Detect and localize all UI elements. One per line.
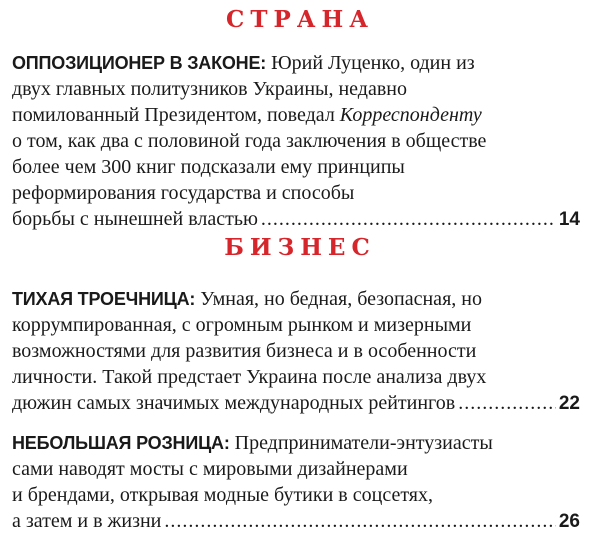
entry-text: реформирования государства и способы [12, 182, 355, 204]
page-number[interactable]: 26 [558, 511, 580, 532]
entry-text: а затем и в жизни [12, 510, 162, 532]
section-title-strana: СТРАНА [226, 6, 374, 33]
entry-text: дюжин самых значимых международных рейтингов [12, 392, 456, 414]
entry-text: помилованный Президентом, поведал [12, 104, 340, 126]
page-number[interactable]: 22 [558, 393, 580, 414]
entry-text: и брендами, открывая модные бутики в соцсетях, [12, 484, 434, 506]
entry-text: коррумпированная, с огромным рынком и мизерными [12, 314, 472, 336]
toc-entry-oppositioner[interactable] [12, 50, 580, 233]
entry-text: Предприниматели-энтузиасты [229, 432, 493, 454]
toc-entry-roznitsa[interactable] [12, 430, 580, 535]
entry-text: борьбы с нынешней властью [12, 208, 258, 230]
section-title-biznes: БИЗНЕС [224, 234, 376, 261]
entry-text: сами наводят мосты с мировыми дизайнерами [12, 458, 408, 480]
entry-headline: НЕБОЛЬШАЯ РОЗНИЦА: [12, 433, 230, 453]
entry-text: личности. Такой предстает Украина после анализа двух [12, 366, 487, 388]
entry-text: более чем 300 книг подсказали ему принципы [12, 156, 405, 178]
dot-leader [261, 206, 556, 232]
entry-text: возможностями для развития бизнеса и в особенности [12, 340, 477, 362]
dot-leader [458, 390, 556, 416]
entry-text: двух главных политузников Украины, недавно [12, 78, 407, 100]
magazine-name: Корреспонденту [339, 104, 482, 126]
entry-text: Юрий Луценко, один из [266, 52, 475, 74]
toc-entry-troechnitsa[interactable] [12, 286, 580, 417]
entry-headline: ТИХАЯ ТРОЕЧНИЦА: [12, 289, 196, 309]
entry-text: Умная, но бедная, безопасная, но [195, 288, 482, 310]
page-number[interactable]: 14 [558, 209, 580, 230]
entry-headline: ОППОЗИЦИОНЕР В ЗАКОНЕ: [12, 53, 267, 73]
entry-text: о том, как два с половиной года заключения в обществе [12, 130, 487, 152]
dot-leader [164, 508, 555, 534]
